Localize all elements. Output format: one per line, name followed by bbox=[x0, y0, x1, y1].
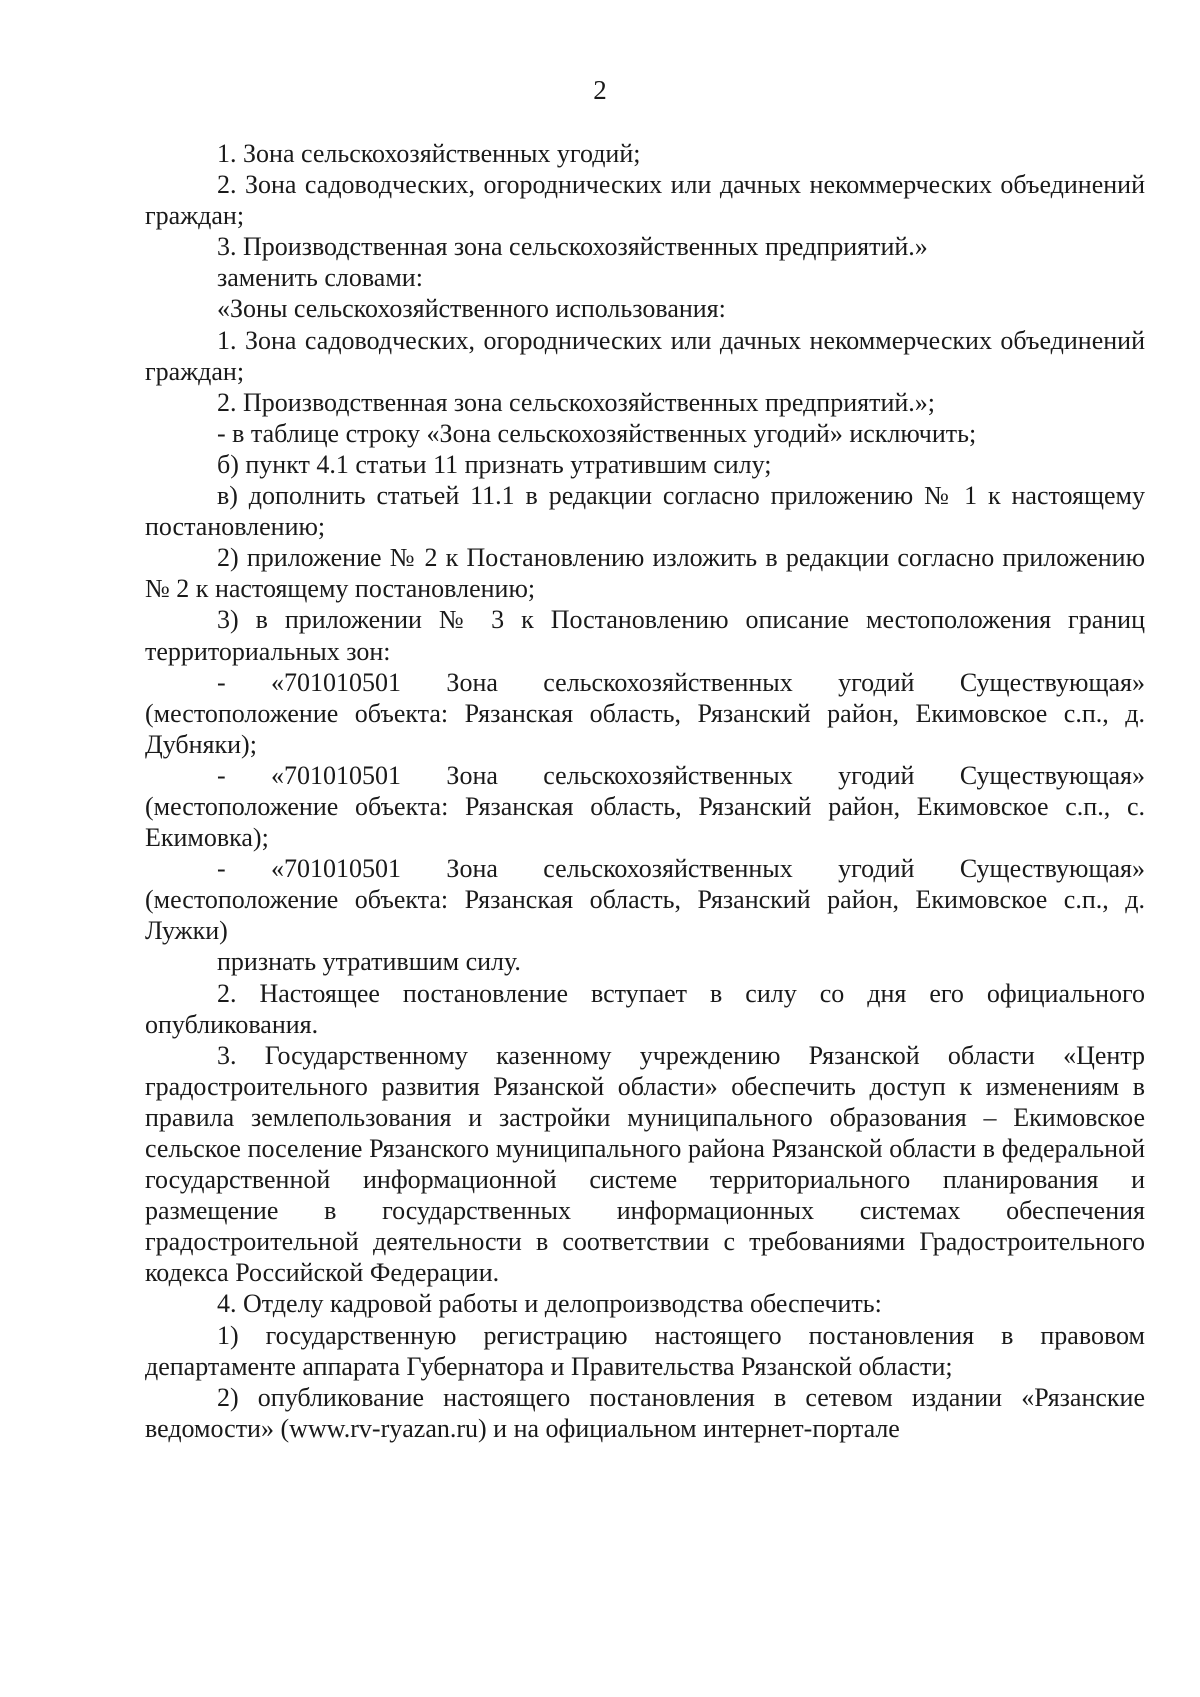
paragraph: 3. Производственная зона сельскохозяйственных предприятий.» bbox=[217, 232, 928, 262]
page-number: 2 bbox=[593, 75, 607, 105]
paragraph: - «701010501 Зона сельскохозяйственных угодий Существующая» (местоположение объекта: Рязанская область, Рязанский район, Екимовское с.п., д. Дубняки); bbox=[145, 667, 1145, 759]
paragraph: 4. Отделу кадровой работы и делопроизводства обеспечить: bbox=[217, 1289, 882, 1319]
paragraph: «Зоны сельскохозяйственного использования: bbox=[217, 294, 726, 324]
document-body bbox=[145, 138, 1145, 1444]
paragraph: б) пункт 4.1 статьи 11 признать утратившим силу; bbox=[217, 449, 772, 479]
paragraph: 1) государственную регистрацию настоящего постановления в правовом департаменте аппарата Губернатора и Правительства Рязанской области; bbox=[145, 1320, 1145, 1381]
paragraph: 2. Зона садоводческих, огороднических или дачных некоммерческих объединений граждан; bbox=[145, 170, 1145, 231]
paragraph: 1. Зона садоводческих, огороднических или дачных некоммерческих объединений граждан; bbox=[145, 325, 1145, 386]
paragraph: 3) в приложении № 3 к Постановлению описание местоположения границ территориальных зон: bbox=[145, 605, 1145, 666]
paragraph: - в таблице строку «Зона сельскохозяйственных угодий» исключить; bbox=[217, 418, 977, 448]
paragraph: 2) опубликование настоящего постановления в сетевом издании «Рязанские ведомости» (www.rv-ryazan.ru) и на официальном интернет-портале bbox=[145, 1382, 1145, 1443]
paragraph: заменить словами: bbox=[217, 263, 423, 293]
paragraph: 2) приложение № 2 к Постановлению изложить в редакции согласно приложению № 2 к настоящему постановлению; bbox=[145, 543, 1145, 604]
paragraph: 1. Зона сельскохозяйственных угодий; bbox=[217, 139, 641, 168]
paragraph: 2. Производственная зона сельскохозяйственных предприятий.»; bbox=[217, 387, 935, 417]
paragraph: признать утратившим силу. bbox=[217, 947, 521, 977]
paragraph: 3. Государственному казенному учреждению Рязанской области «Центр градостроительного развития Рязанской области» обеспечить доступ к изменениям в правила землепользования и застройки муниципального образования – Екимовское сельское поселение Рязанского муниципального района Рязанской области в федеральной государственной информационной системе территориального планирования и размещение в государственных информационных системах обеспечения градостроительной деятельности в соответствии с требованиями Градостроительного кодекса Российской Федерации. bbox=[145, 1040, 1145, 1288]
paragraph: в) дополнить статьей 11.1 в редакции согласно приложению № 1 к настоящему постановлению; bbox=[145, 481, 1145, 542]
paragraph: - «701010501 Зона сельскохозяйственных угодий Существующая» (местоположение объекта: Рязанская область, Рязанский район, Екимовское с.п., с. Екимовка); bbox=[145, 760, 1145, 853]
paragraph: 2. Настоящее постановление вступает в силу со дня его официального опубликования. bbox=[145, 978, 1145, 1039]
paragraph: - «701010501 Зона сельскохозяйственных угодий Существующая» (местоположение объекта: Рязанская область, Рязанский район, Екимовское с.п., д. Лужки) bbox=[145, 854, 1145, 946]
